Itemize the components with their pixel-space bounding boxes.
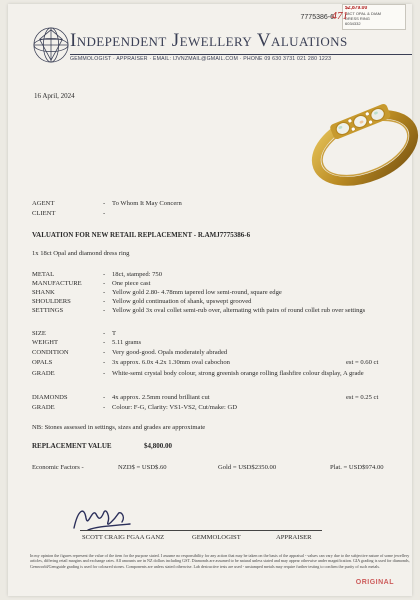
- appraiser-name: SCOTT CRAIG FGAA GANZ: [82, 534, 165, 541]
- tag-price: $2,879.00: [345, 6, 368, 11]
- appraiser-role-gemmologist: GEMMOLOGIST: [192, 534, 241, 541]
- field-value: Very good-good. Opals moderately abraded: [112, 349, 228, 356]
- gold-price: Gold = USD$2350.00: [218, 464, 277, 471]
- field-label: SETTINGS: [32, 307, 64, 314]
- platinum-price: Plat. = USD$974.00: [330, 464, 384, 471]
- header-rule: [70, 54, 412, 55]
- field-value: T: [112, 330, 117, 337]
- field-value: Yellow gold 2.80- 4.78mm tapered low semi-round, square edge: [112, 289, 282, 296]
- field-value: White-semi crystal body colour, strong greenish orange rolling flashfire colour display, A grade: [112, 370, 364, 377]
- field-value: 18ct, stamped: 750: [112, 271, 162, 278]
- client-label: CLIENT: [32, 210, 56, 217]
- field-value: 4x approx. 2.5mm round brilliant cut: [112, 394, 210, 401]
- field-label: MANUFACTURE: [32, 280, 82, 287]
- field-label: WEIGHT: [32, 339, 58, 346]
- replacement-value-amount: $4,800.00: [144, 442, 172, 450]
- exchange-rate: NZD$ = USD$.60: [118, 464, 167, 471]
- field-label: METAL: [32, 271, 55, 278]
- handwritten-note: 471: [331, 10, 348, 22]
- field-value: 3x approx. 6.0x 4.2x 1.30mm oval cabochon: [112, 359, 230, 366]
- economic-factors-label: Economic Factors -: [32, 464, 84, 471]
- field-label: OPALS: [32, 359, 53, 366]
- field-value: Colour: F-G, Clarity: VS1-VS2, Cut/make: GD: [112, 404, 237, 411]
- disclaimer-text: In my opinion the figures represent the value of the item for the purpose stated. I assume no responsibility for any action that may be taken on the basis of the appraisal - values can vary due to the subjective nature of some jewellery articles, differing retail margins and exchange rates. All amounts are in NZ dollars including GST. Diamonds are assumed to be natural unless stated and may appear otherwise under magnification. GIA grading is used for diamonds, Gemworld/Gemguide grading is used for coloured stones. Components are unless stated otherwise. Lab destructive tests are used - unstamped metals may require further testing to confirm the purity of such metals.: [30, 553, 410, 569]
- valuation-title: VALUATION FOR NEW RETAIL REPLACEMENT - R.AMJ7775386-6: [32, 231, 251, 239]
- field-label: SIZE: [32, 330, 46, 337]
- appraiser-role-appraiser: APPRAISER: [276, 534, 312, 541]
- field-label: CONDITION: [32, 349, 69, 356]
- field-label: SHANK: [32, 289, 55, 296]
- agent-label: AGENT: [32, 200, 55, 207]
- document-date: 16 April, 2024: [34, 92, 75, 100]
- field-value: Yellow gold continuation of shank, upswept grooved: [112, 298, 252, 305]
- replacement-value-label: REPLACEMENT VALUE: [32, 442, 112, 450]
- original-stamp: ORIGINAL: [355, 579, 394, 586]
- price-tag: [342, 4, 406, 30]
- field-label: SHOULDERS: [32, 298, 71, 305]
- tag-line-3: 6034332: [345, 21, 361, 26]
- field-value: 5.11 grams: [112, 339, 142, 346]
- brand-name: Independent Jewellery Valuations: [70, 30, 348, 51]
- ring-photo: [304, 100, 420, 186]
- tag-line-2: DRESS RING: [345, 16, 370, 21]
- valuation-certificate: $2,879.00 18CT OPAL & DIAM DRESS RING 6034332 7775386-6 471 Independent Jewellery Valuations GEMMOLOGIST · APPRAISER · EMAIL: IJVNZMAIL@GMAIL.COM · PHONE 09 630 3731 021 280 1223 16 April, 2024 AGENT - To Whom It May Concern CLIENT - VALUATION FOR NEW RETAIL REPLACEMENT - R.AMJ7775386-6 1x 18ct Opal and diamond dress ring METAL - 18ct, stamped: 750 MANUFACTURE - One piece cast SHANK - Yellow gold 2.80- 4.78mm tapered low semi-round, square edge SHOULDERS - Yellow gold continuation of shank, upswept grooved SETTINGS - Yellow gold 3x oval collet semi-rub over, alternating with pairs of round collet rub over settings SIZE - T WEIGHT - 5.11 grams CONDITION - Very good-good. Opals moderately abraded OPALS - 3x approx. 6.0x 4.2x 1.30mm oval cabochon est = 0.60 ct GRADE - White-semi crystal body colour, strong greenish orange rolling flashfire colour display, A grade DIAMONDS - 4x approx. 2.5mm round brilliant cut est = 0.25 ct GRADE - Colour: F-G, Clarity: VS1-VS2, Cut/make: GD NB: Stones assessed in settings, sizes and grades are approximate REPLACEMENT VALUE $4,800.00 Economic Factors - NZD$ = USD$.60 Gold = USD$2350.00 Plat. = USD$974.00 SCOTT CRAIG FGAA GANZ GEMMOLOGIST APPRAISER In my opinion the figures represent the value of the item for the purpose stated. I assume no responsibility for any action that may be taken on the basis of the appraisal - values can vary due to the subjective nature of some jewellery articles, differing retail margins and exchange rates. All amounts are in NZ dollars including GST. Diamonds are assumed to be natural unless stated and may appear otherwise under magnification. GIA grading is used for diamonds, Gemworld/Gemguide grading is used for coloured stones. Components are unless stated otherwise. Lab destructive tests are used - unstamped metals may require further testing to confirm the purity of such metals. ORIGINAL: [8, 4, 412, 596]
- item-description: 1x 18ct Opal and diamond dress ring: [32, 250, 130, 257]
- agent-value: To Whom It May Concern: [112, 200, 182, 207]
- assessment-note: NB: Stones assessed in settings, sizes and grades are approximate: [32, 424, 206, 431]
- diamond-logo-icon: [32, 26, 70, 64]
- field-value: One piece cast: [112, 280, 151, 287]
- field-label: GRADE: [32, 370, 55, 377]
- diamonds-estimate: est = 0.25 ct: [346, 394, 379, 401]
- signature-line: [80, 530, 322, 531]
- field-value: Yellow gold 3x oval collet semi-rub over, alternating with pairs of round collet rub over settings: [112, 307, 366, 314]
- tag-code: 7775386-6: [300, 14, 334, 21]
- field-label: GRADE: [32, 404, 55, 411]
- tag-line-1: 18CT OPAL & DIAM: [345, 11, 381, 16]
- opals-estimate: est = 0.60 ct: [346, 359, 379, 366]
- field-label: DIAMONDS: [32, 394, 68, 401]
- brand-subline: GEMMOLOGIST · APPRAISER · EMAIL: IJVNZMAIL@GMAIL.COM · PHONE 09 630 3731 021 280 1223: [70, 56, 332, 62]
